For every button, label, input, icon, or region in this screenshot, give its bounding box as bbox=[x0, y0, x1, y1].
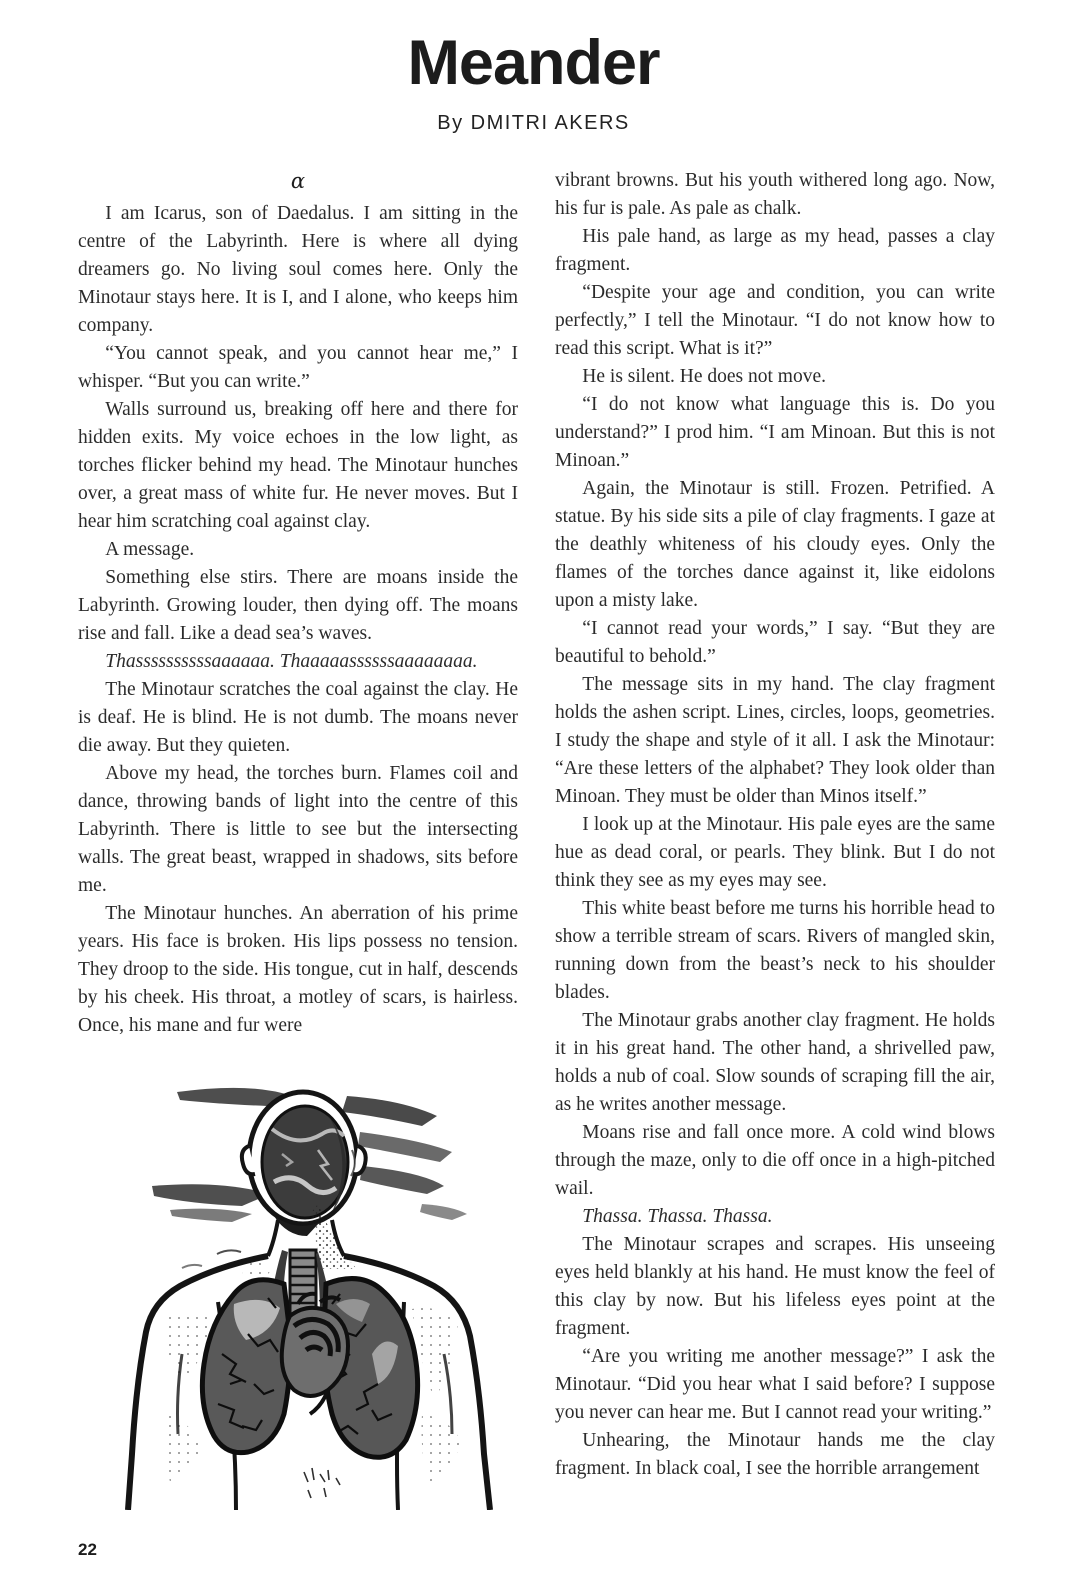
paragraph: Again, the Minotaur is still. Frozen. Petrified. A statue. By his side sits a pile of clay fragments. I gaze at the deathly whiteness of his cloudy eyes. Only the flames of the torches dance against it, like eidolons upon a misty lake. bbox=[555, 478, 995, 612]
head bbox=[242, 1092, 366, 1236]
masthead bbox=[0, 0, 1067, 135]
paragraph-continuation: vibrant browns. But his youth withered long ago. Now, his fur is pale. As pale as chalk. bbox=[555, 170, 995, 220]
two-column-text bbox=[0, 167, 1067, 1510]
paragraph: The Minotaur scrapes and scrapes. His unseeing eyes held blankly at his hand. He must know the feel of this clay by now. But his lifeless eyes point at the fragment. bbox=[555, 1234, 995, 1340]
paragraph: Above my head, the torches burn. Flames coil and dance, throwing bands of light into the centre of this Labyrinth. There is little to see but the intersecting walls. The great beast, wrapped in shadows, sits before me. bbox=[78, 763, 518, 897]
dark-face-oval bbox=[262, 1106, 348, 1218]
paragraph: “You cannot speak, and you cannot hear me,” I whisper. “But you can write.” bbox=[78, 343, 518, 393]
paragraph: Unhearing, the Minotaur hands me the clay fragment. In black coal, I see the horrible arrangement bbox=[555, 1430, 995, 1480]
paragraph: The Minotaur hunches. An aberration of his prime years. His face is broken. His lips possess no tension. They droop to the side. His tongue, cut in half, descends by his cheek. His throat, a motley of scars, is hairless. Once, his mane and fur were bbox=[78, 903, 518, 1037]
paragraph: The Minotaur grabs another clay fragment. He holds it in his great hand. The other hand, a shrivelled paw, holds a nub of coal. Slow sounds of scraping fill the air, as he writes another message. bbox=[555, 1010, 995, 1116]
scratch-marks bbox=[304, 1468, 340, 1498]
onomatopoeia-line: Thassssssssssaaaaaa. Thaaaaassssssaaaaaaaa. bbox=[105, 651, 478, 673]
paragraph: Something else stirs. There are moans inside the Labyrinth. Growing louder, then dying off. The moans rise and fall. Like a dead sea’s waves. bbox=[78, 567, 518, 645]
right-column bbox=[555, 167, 995, 1510]
paragraph: “I cannot read your words,” I say. “But they are beautiful to behold.” bbox=[555, 618, 995, 668]
paragraph: The Minotaur scratches the coal against the clay. He is deaf. He is blind. He is not dumb. The moans never die away. But they quieten. bbox=[78, 679, 518, 757]
paragraph: “Despite your age and condition, you can write perfectly,” I tell the Minotaur. “I do not know how to read this script. What is it?” bbox=[555, 282, 995, 360]
paragraph: The message sits in my hand. The clay fragment holds the ashen script. Lines, circles, loops, geometries. I study the shape and style of it all. I ask the Minotaur: “Are these letters of the alphabet? They look older than Minoan. They must be older than Minos itself.” bbox=[555, 674, 995, 808]
paragraph: I am Icarus, son of Daedalus. I am sitting in the centre of the Labyrinth. Here is where all dying dreamers go. No living soul comes here. Only the Minotaur stays here. It is I, and I alone, who keeps him company. bbox=[78, 203, 518, 337]
paragraph: This white beast before me turns his horrible head to show a terrible stream of scars. Rivers of mangled skin, running down from the beast’s neck to his shoulder blades. bbox=[555, 898, 995, 1004]
left-column bbox=[78, 167, 518, 1510]
page-number: 22 bbox=[78, 1540, 97, 1559]
alpha-section-marker: α bbox=[290, 169, 306, 194]
byline: By DMITRI AKERS bbox=[437, 112, 630, 135]
page-title: Meander bbox=[407, 28, 660, 98]
figure-illustration bbox=[122, 1054, 518, 1510]
onomatopoeia-line: Thassa. Thassa. Thassa. bbox=[582, 1206, 773, 1228]
faceless-figure-anatomy-illustration bbox=[122, 1054, 518, 1510]
paragraph: His pale hand, as large as my head, passes a clay fragment. bbox=[555, 226, 995, 276]
paragraph: “Are you writing me another message?” I ask the Minotaur. “Did you hear what I said before? I suppose you never can hear me. But I cannot read your writing.” bbox=[555, 1346, 995, 1424]
paragraph: Walls surround us, breaking off here and there for hidden exits. My voice echoes in the low light, as torches flicker behind my head. The Minotaur hunches over, a great mass of white fur. He never moves. But I hear him scratching coal against clay. bbox=[78, 399, 518, 533]
paragraph: I look up at the Minotaur. His pale eyes are the same hue as dead coral, or pearls. They blink. But I do not think they see as my eyes may see. bbox=[555, 814, 995, 892]
paragraph: Moans rise and fall once more. A cold wind blows through the maze, only to die off once in a high-pitched wail. bbox=[555, 1122, 995, 1200]
paragraph: “I do not know what language this is. Do you understand?” I prod him. “I am Minoan. But this is not Minoan.” bbox=[555, 394, 995, 472]
paragraph: He is silent. He does not move. bbox=[582, 366, 827, 388]
paragraph: A message. bbox=[105, 539, 195, 561]
